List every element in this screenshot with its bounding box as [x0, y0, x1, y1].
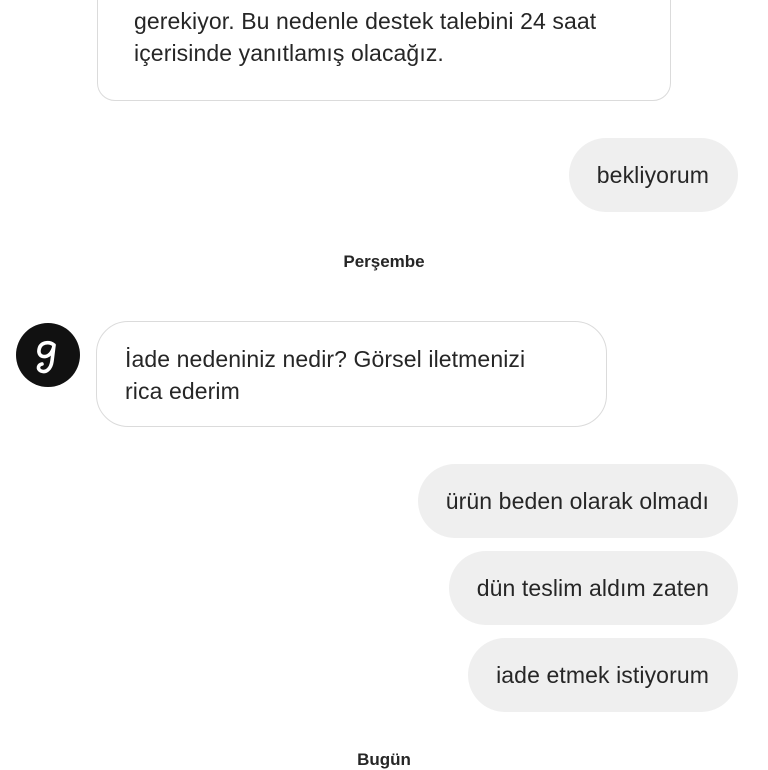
sent-message-bubble[interactable]: ürün beden olarak olmadı: [418, 464, 738, 538]
message-text-line: rica ederim: [125, 378, 240, 404]
sent-message-bubble[interactable]: bekliyorum: [569, 138, 738, 212]
date-separator: Bugün: [357, 750, 411, 769]
message-text-line: gerekiyor. Bu nedenle destek talebini 24 saat: [134, 8, 597, 34]
received-message-bubble[interactable]: [96, 321, 607, 427]
date-separator: Perşembe: [343, 252, 425, 271]
sent-message-bubble[interactable]: dün teslim aldım zaten: [449, 551, 738, 625]
message-text-line: İade nedeniniz nedir? Görsel iletmenizi: [125, 346, 526, 372]
sent-message-bubble[interactable]: iade etmek istiyorum: [468, 638, 738, 712]
message-text-line: içerisinde yanıtlamış olacağız.: [134, 40, 444, 66]
received-message-bubble[interactable]: [97, 0, 671, 101]
avatar[interactable]: [16, 323, 80, 387]
brand-g-logo-icon: [16, 323, 80, 387]
